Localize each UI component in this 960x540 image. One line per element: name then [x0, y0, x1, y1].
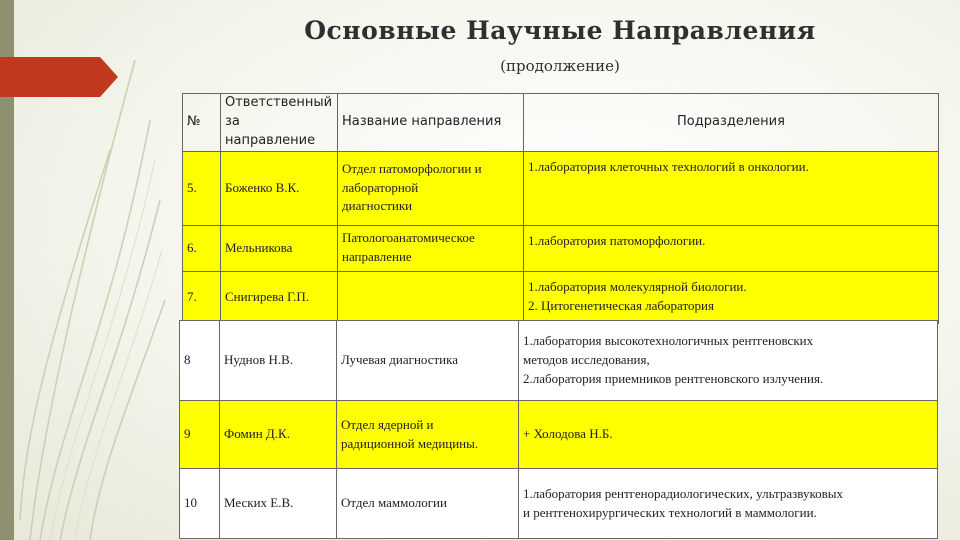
slide-subtitle: (продолжение)	[500, 57, 620, 75]
direction-line: лабораторной	[342, 179, 419, 195]
direction-line: Отдел ядерной и	[341, 416, 434, 432]
accent-flag	[0, 57, 100, 97]
subdivision-line: 1.лаборатория высокотехнологичных рентгеновских	[523, 333, 814, 349]
row-num: 9	[180, 401, 220, 469]
header-responsible-line2: за направление	[225, 113, 316, 148]
direction-line: Патологоанатомическое	[342, 230, 475, 246]
direction-line: направление	[342, 249, 412, 265]
directions-table-top	[182, 93, 939, 324]
row-num: 10	[180, 469, 220, 539]
row-responsible: Снигирева Г.П.	[221, 271, 338, 323]
header-direction: Название направления	[338, 94, 524, 152]
subdivision-line: методов исследования,	[523, 352, 650, 368]
table-row	[183, 271, 939, 323]
row-subdivisions	[519, 321, 938, 401]
direction-line: Отдел маммологии	[341, 495, 447, 511]
subdivision-line: и рентгенохирургических технологий в маммологии.	[523, 504, 817, 520]
header-responsible-line1: Ответственный	[225, 95, 333, 110]
direction-line: Отдел патоморфологии и	[342, 160, 482, 176]
table-row	[183, 151, 939, 225]
table-header-row	[183, 94, 939, 152]
row-responsible: Боженко В.К.	[221, 151, 338, 225]
table-row	[180, 469, 938, 539]
row-direction	[338, 225, 524, 271]
slide-title: Основные Научные Направления	[304, 16, 816, 45]
row-responsible: Меских Е.В.	[220, 469, 337, 539]
row-num: 8	[180, 321, 220, 401]
direction-line: Лучевая диагностика	[341, 352, 459, 368]
row-direction	[337, 469, 519, 539]
row-direction	[338, 271, 524, 323]
row-subdivisions	[519, 401, 938, 469]
direction-line: радиционной медицины.	[341, 435, 479, 451]
header-responsible	[221, 94, 338, 152]
subdivision-line: 1.лаборатория клеточных технологий в онкологии.	[528, 158, 809, 174]
row-num: 6.	[183, 225, 221, 271]
row-subdivisions	[524, 271, 939, 323]
table-row	[180, 321, 938, 401]
direction-line: диагностики	[342, 198, 413, 214]
header-subdivisions: Подразделения	[524, 94, 939, 152]
row-subdivisions	[524, 151, 939, 225]
table-row	[183, 225, 939, 271]
directions-table-bottom	[179, 320, 938, 539]
row-direction	[337, 321, 519, 401]
subdivision-line: 2.лаборатория приемников рентгеновского излучения.	[523, 370, 824, 386]
subdivision-line: 2. Цитогенетическая лаборатория	[528, 298, 714, 314]
table-row	[180, 401, 938, 469]
row-responsible: Фомин Д.К.	[220, 401, 337, 469]
row-direction	[337, 401, 519, 469]
header-num: №	[183, 94, 221, 152]
subdivision-line: 1.лаборатория патоморфологии.	[528, 232, 706, 248]
row-subdivisions	[519, 469, 938, 539]
subdivision-line: 1.лаборатория молекулярной биологии.	[528, 279, 747, 295]
row-responsible: Нуднов Н.В.	[220, 321, 337, 401]
subdivision-line: 1.лаборатория рентгенорадиологических, ультразвуковых	[523, 485, 843, 501]
row-subdivisions	[524, 225, 939, 271]
row-num: 7.	[183, 271, 221, 323]
row-responsible: Мельникова	[221, 225, 338, 271]
row-direction	[338, 151, 524, 225]
subdivision-line: + Холодова Н.Б.	[523, 426, 613, 442]
row-num: 5.	[183, 151, 221, 225]
